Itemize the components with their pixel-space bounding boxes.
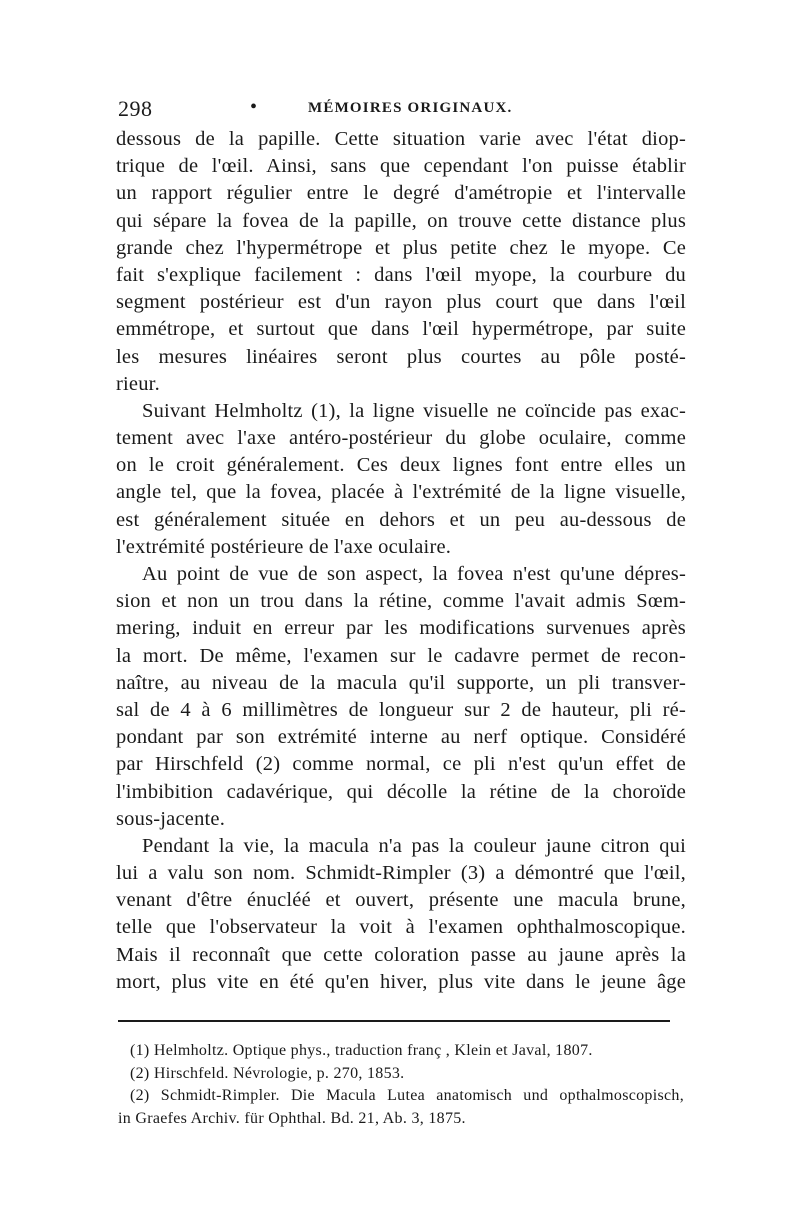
text-line: par Hirschfeld (2) comme normal, ce pli n'est qu'un effet de (116, 753, 686, 776)
text-line: Suivant Helmholtz (1), la ligne visuelle ne coïncide pas exac- (142, 399, 686, 422)
footnote-3-line-2: in Graefes Archiv. für Ophthal. Bd. 21, Ab. 3, 1875. (118, 1109, 466, 1127)
text-line: qui sépare la fovea de la papille, on trouve cette distance plus (116, 209, 686, 232)
text-line: dessous de la papille. Cette situation varie avec l'état diop- (116, 128, 686, 150)
text-line: pondant par son extrémité interne au nerf optique. Considéré (116, 726, 686, 749)
running-title: MÉMOIRES ORIGINAUX. (308, 100, 513, 116)
text-line: la mort. De même, l'examen sur le cadavre permet de recon- (116, 644, 686, 667)
text-line: Au point de vue de son aspect, la fovea n'est qu'une dépres- (142, 563, 686, 585)
running-head (118, 96, 686, 126)
text-line: l'imbibition cadavérique, qui décolle la rétine de la choroïde (116, 780, 686, 803)
text-line: mering, induit en erreur par les modifications survenues après (116, 617, 686, 640)
text-line: emmétrope, et surtout que dans l'œil hypermétrope, par suite (116, 318, 686, 341)
footnote-3-line-1: (2) Schmidt-Rimpler. Die Macula Lutea anatomisch und opthalmoscopisch, (130, 1087, 684, 1104)
footnote-rule (118, 1020, 670, 1022)
text-line: grande chez l'hypermétrope et plus petite chez le myope. Ce (116, 236, 686, 259)
header-dot: • (250, 96, 258, 118)
text-line: rieur. (116, 372, 160, 395)
footnote-2: (2) Hirschfeld. Névrologie, p. 270, 1853. (130, 1064, 405, 1082)
footnotes (118, 1040, 684, 1130)
text-line: angle tel, que la fovea, placée à l'extrémité de la ligne visuelle, (116, 481, 686, 504)
text-line: un rapport régulier entre le degré d'amétropie et l'intervalle (116, 182, 686, 205)
text-line: telle que l'observateur la voit à l'examen ophthalmoscopique. (116, 916, 686, 939)
text-line: venant d'être énucléé et ouvert, présente une macula brune, (116, 889, 686, 912)
text-line: mort, plus vite en été qu'en hiver, plus vite dans le jeune âge (116, 970, 686, 993)
text-line: Mais il reconnaît que cette coloration passe au jaune après la (116, 943, 686, 966)
text-line: est généralement située en dehors et un peu au-dessous de (116, 508, 686, 531)
text-line: fait s'explique facilement : dans l'œil myope, la courbure du (116, 263, 686, 286)
body-text (116, 126, 686, 996)
text-line: sion et non un trou dans la rétine, comme l'avait admis Sœm- (116, 590, 686, 613)
text-line: naître, au niveau de la macula qu'il supporte, un pli transver- (116, 671, 686, 694)
footnote-1: (1) Helmholtz. Optique phys., traduction franç , Klein et Javal, 1807. (130, 1042, 593, 1059)
text-line: tement avec l'axe antéro-postérieur du globe oculaire, comme (116, 427, 686, 450)
text-line: Pendant la vie, la macula n'a pas la couleur jaune citron qui (142, 834, 686, 857)
text-line: lui a valu son nom. Schmidt-Rimpler (3) a démontré que l'œil, (116, 862, 686, 885)
page-number: 298 (118, 96, 153, 121)
text-line: segment postérieur est d'un rayon plus court que dans l'œil (116, 291, 686, 314)
text-line: l'extrémité postérieure de l'axe oculaire. (116, 535, 452, 558)
text-line: les mesures linéaires seront plus courtes au pôle posté- (116, 345, 686, 368)
text-line: sal de 4 à 6 millimètres de longueur sur 2 de hauteur, pli ré- (116, 698, 686, 721)
text-line: on le croit généralement. Ces deux lignes font entre elles un (116, 454, 686, 477)
text-line: sous-jacente. (116, 807, 226, 830)
text-line: trique de l'œil. Ainsi, sans que cependant l'on puisse établir (116, 155, 686, 178)
